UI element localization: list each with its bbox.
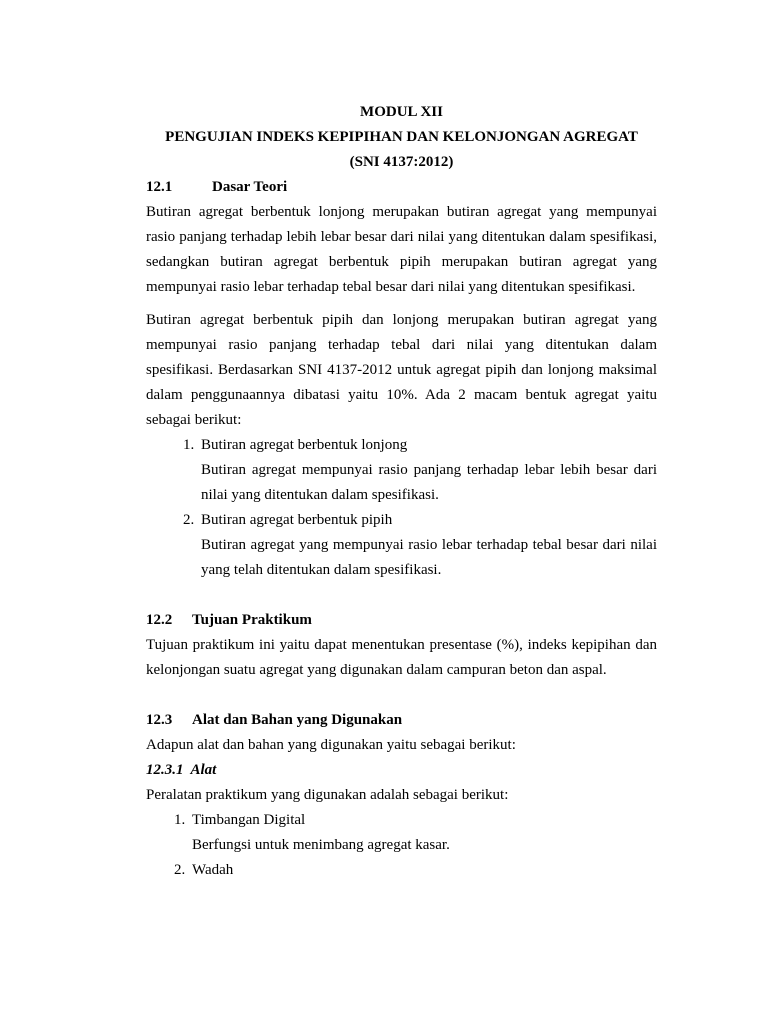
module-title: MODUL XII (360, 104, 443, 120)
section-number: 12.1 (146, 179, 173, 195)
module-standard: (SNI 4137:2012) (349, 154, 454, 170)
list-item (174, 808, 657, 833)
list-description: Butiran agregat yang mempunyai rasio lebar terhadap tebal besar dari nilai yang telah ditentukan dalam spesifikasi. (201, 537, 657, 578)
list-description: Berfungsi untuk menimbang agregat kasar. (192, 837, 450, 853)
section-title: Tujuan Praktikum (192, 612, 312, 628)
section-heading-12-1 (146, 175, 657, 200)
paragraph: Butiran agregat berbentuk pipih dan lonjong merupakan butiran agregat yang mempunyai rasio panjang terhadap tebal dari nilai yang ditentukan dalam spesifikasi. Berdasarkan SNI 4137-2012 untuk agregat pipih dan lonjong maksimal dalam penggunaannya dibatasi yaitu 10%. Ada 2 macam bentuk agregat yaitu sebagai berikut: (146, 312, 657, 428)
paragraph: Butiran agregat berbentuk lonjong merupakan butiran agregat yang mempunyai rasio panjang terhadap lebih lebar besar dari nilai yang ditentukan dalam spesifikasi, sedangkan butiran agregat berbentuk pipih merupakan butiran agregat yang mempunyai rasio lebar terhadap tebal besar dari nilai yang ditentukan spesifikasi. (146, 204, 657, 295)
list-index: 1. (183, 437, 195, 453)
module-subtitle: PENGUJIAN INDEKS KEPIPIHAN DAN KELONJONGAN AGREGAT (165, 129, 638, 145)
paragraph: Tujuan praktikum ini yaitu dapat menentukan presentase (%), indeks kepipihan dan kelonjongan suatu agregat yang digunakan dalam campuran beton dan aspal. (146, 637, 657, 678)
list-index: 2. (183, 512, 195, 528)
list-item (174, 858, 657, 883)
list-description: Butiran agregat mempunyai rasio panjang terhadap lebar lebih besar dari nilai yang ditentukan dalam spesifikasi. (201, 462, 657, 503)
subsection-number: 12.3.1 (146, 762, 184, 778)
list-index: 2. (174, 862, 186, 878)
document-page (146, 100, 657, 883)
list-label: Butiran agregat berbentuk pipih (201, 512, 393, 528)
subsection-title: Alat (190, 762, 217, 778)
list-label: Wadah (192, 862, 234, 878)
section-heading-12-3 (146, 708, 657, 733)
section-number: 12.3 (146, 712, 173, 728)
paragraph: Adapun alat dan bahan yang digunakan yaitu sebagai berikut: (146, 737, 516, 753)
subsection-heading-12-3-1 (146, 758, 657, 783)
list-label: Timbangan Digital (192, 812, 306, 828)
list-index: 1. (174, 812, 186, 828)
list-label: Butiran agregat berbentuk lonjong (201, 437, 408, 453)
paragraph: Peralatan praktikum yang digunakan adalah sebagai berikut: (146, 787, 509, 803)
list-item (183, 508, 657, 533)
section-heading-12-2 (146, 608, 657, 633)
section-title: Dasar Teori (212, 179, 288, 195)
section-title: Alat dan Bahan yang Digunakan (192, 712, 403, 728)
section-number: 12.2 (146, 612, 173, 628)
list-item (183, 433, 657, 458)
